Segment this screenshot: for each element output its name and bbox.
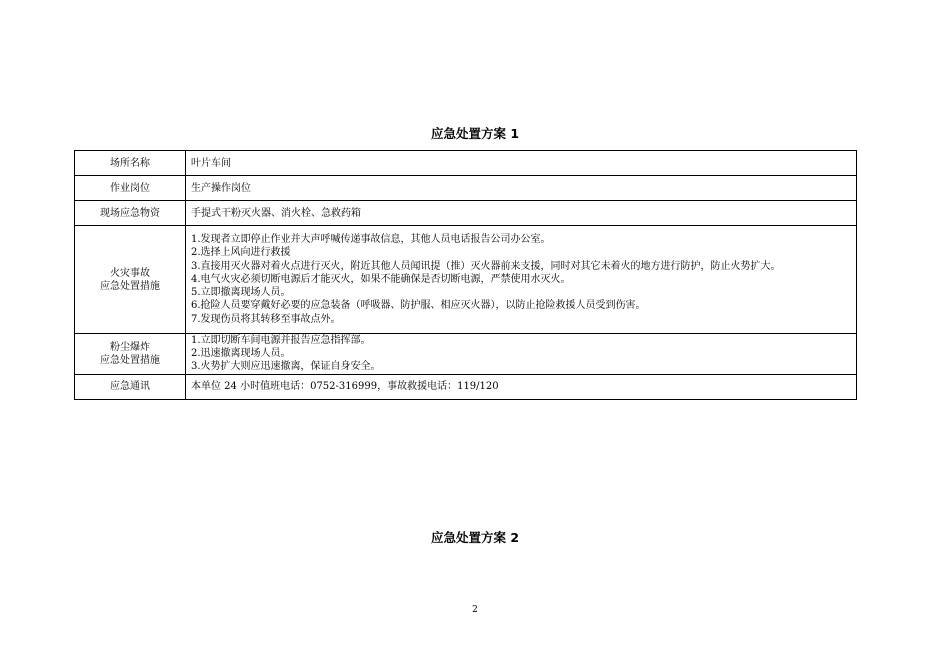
- page-number: 2: [472, 605, 478, 615]
- fire-measure-item: 5.立即撤离现场人员。: [191, 287, 291, 299]
- table-row-fire-measures: [75, 226, 857, 334]
- fire-measure-item: 6.抢险人员要穿戴好必要的应急装备（呼吸器、防护服、相应灭火器），以防止抢险救援人员受到伤害。: [191, 300, 646, 312]
- location-label: 场所名称: [75, 151, 186, 176]
- location-value: 叶片车间: [186, 151, 857, 176]
- plan-2-title: 应急处置方案 2: [430, 530, 520, 545]
- emergency-plan-table: [74, 150, 857, 400]
- communication-value: 本单位 24 小时值班电话：0752-316999，事故救援电话：119/120: [186, 374, 857, 399]
- supplies-label: 现场应急物资: [75, 201, 186, 226]
- fire-label-line-1: 火灾事故: [110, 267, 150, 279]
- table-row-dust-measures: [75, 334, 857, 375]
- position-value: 生产操作岗位: [186, 176, 857, 201]
- dust-measures-list: [186, 334, 857, 375]
- dust-measure-item: 1.立即切断车间电源并报告应急指挥部。: [191, 335, 371, 346]
- position-label: 作业岗位: [75, 176, 186, 201]
- table-row-communication: [75, 374, 857, 399]
- dust-label-line-1: 粉尘爆炸: [110, 341, 150, 353]
- plan-1-title: 应急处置方案 1: [430, 126, 520, 141]
- supplies-value: 手提式干粉灭火器、消火栓、急救药箱: [186, 201, 857, 226]
- fire-measure-item: 4.电气火灾必须切断电源后才能灭火，如果不能确保是否切断电源，严禁使用水灭火。: [191, 273, 571, 285]
- fire-label-line-2: 应急处置措施: [100, 280, 160, 292]
- fire-measure-item: 2.选择上风向进行救援: [191, 247, 291, 259]
- table-row-position: [75, 176, 857, 201]
- dust-measure-item: 2.迅速撤离现场人员。: [191, 348, 291, 360]
- fire-measures-list: [186, 226, 857, 334]
- table-row-location: [75, 151, 857, 176]
- communication-label: 应急通讯: [75, 374, 186, 399]
- fire-measure-item: 3.直接用灭火器对着火点进行灭火，附近其他人员闻讯提（推）灭火器前来支援，同时对其它未着火的地方进行防护，防止火势扩大。: [191, 260, 781, 272]
- fire-measures-label: [75, 226, 186, 334]
- dust-label-line-2: 应急处置措施: [100, 354, 160, 366]
- dust-measure-item: 3.火势扩大则应迅速撤离，保证自身安全。: [191, 361, 381, 373]
- fire-measure-item: 7.发现伤员将其转移至事故点外。: [191, 313, 341, 325]
- table-row-supplies: [75, 201, 857, 226]
- fire-measure-item: 1.发现者立即停止作业并大声呼喊传递事故信息，其他人员电话报告公司办公室。: [191, 234, 551, 246]
- dust-measures-label: [75, 334, 186, 375]
